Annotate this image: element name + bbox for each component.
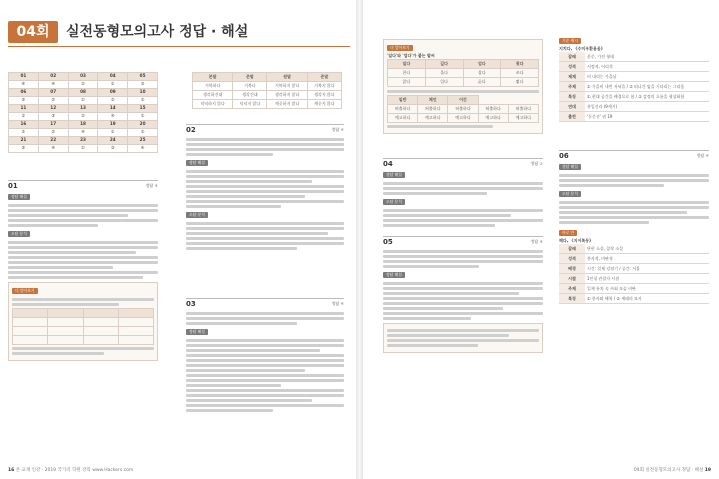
- left-page-number: 16: [8, 468, 15, 473]
- box-title: '일다'와 '업다'가 붙는 말씨: [387, 53, 435, 58]
- side-info: [559, 36, 709, 122]
- question-number: [8, 180, 158, 192]
- answer-grid: [8, 72, 158, 153]
- answer-cell: ③: [9, 97, 39, 105]
- answer-cell: ③: [9, 145, 39, 153]
- table-header-row: [193, 73, 342, 82]
- table-header-cell: 일다: [388, 60, 426, 69]
- answer-cell: ④: [128, 145, 158, 153]
- word-table-section: [192, 72, 342, 109]
- question-number-cell: 05: [128, 73, 158, 81]
- answer-cell: ③: [38, 113, 68, 121]
- answer-row: [9, 97, 158, 105]
- question-number-cell: 15: [128, 105, 158, 113]
- question-number: [559, 150, 709, 162]
- answer-cell: ③: [128, 81, 158, 89]
- side-key: 연대: [559, 102, 585, 112]
- question-01: [8, 180, 158, 364]
- question-number-text: 06: [559, 152, 569, 160]
- answer-cell: ④: [68, 129, 98, 137]
- table-cell: 허출하다: [418, 105, 448, 114]
- table-cell: 생각하지 않다: [267, 91, 307, 100]
- answer-cell: ①: [128, 113, 158, 121]
- commentary-tag: 정답 해설: [186, 160, 208, 166]
- question-number-cell: 22: [38, 137, 68, 145]
- side-value: 운문, 가전 형태: [585, 52, 709, 62]
- table-header-cell: 준말: [233, 73, 267, 82]
- side-row: [559, 284, 709, 294]
- side-row: [559, 294, 709, 304]
- answer-cell: ①: [68, 145, 98, 153]
- answer-cell: ④: [38, 81, 68, 89]
- table-cell: 거북지 않다: [307, 82, 341, 91]
- word-table: [192, 72, 342, 109]
- question-04: [383, 158, 543, 229]
- answer-label: 정답 ④: [145, 183, 158, 188]
- side-value: '동문선' 권 19: [585, 112, 709, 122]
- commentary-tag: 정답 해설: [186, 329, 208, 335]
- side-row: [559, 112, 709, 122]
- table-header-row: [388, 96, 539, 105]
- side-row: [559, 92, 709, 102]
- side-value: 통일신라 (9세기): [585, 102, 709, 112]
- question-02: [186, 124, 344, 252]
- answer-table: [8, 72, 158, 153]
- side-key: 갈래: [559, 52, 585, 62]
- table-cell: 허출하다: [508, 105, 538, 114]
- answer-cell: ④: [9, 81, 39, 89]
- question-number-cell: 02: [38, 73, 68, 81]
- question-number-text: 03: [186, 300, 196, 308]
- right-page: [363, 0, 719, 479]
- table-cell: 울다: [425, 69, 463, 78]
- table-cell: 넉넉하지 않다: [193, 100, 233, 109]
- table-header-cell: 일반: [388, 96, 418, 105]
- table-header-cell: 업다: [463, 60, 501, 69]
- table-row: [388, 69, 539, 78]
- table-header-cell: 원말: [267, 73, 307, 82]
- answer-cell: ②: [128, 97, 158, 105]
- question-number-text: 02: [186, 126, 196, 134]
- table-cell: 거북하다: [193, 82, 233, 91]
- question-number-cell: 14: [98, 105, 128, 113]
- side-key: 시점: [559, 274, 585, 284]
- table-header-row: [388, 60, 539, 69]
- more-info-box: [8, 282, 158, 361]
- episode-badge: 04회: [8, 21, 58, 43]
- side-key: 제재: [559, 72, 585, 82]
- question-number: [186, 298, 344, 310]
- side-row: [559, 244, 709, 254]
- answer-label: 정답 ④: [696, 153, 709, 158]
- table-cell: 생각하건대: [193, 91, 233, 100]
- question-number-cell: 08: [68, 89, 98, 97]
- side-row: [559, 82, 709, 92]
- side-key: 특징: [559, 92, 585, 102]
- side-value: 비 내리는 가을날: [585, 72, 709, 82]
- question-number-cell: 18: [68, 121, 98, 129]
- question-number-cell: 06: [9, 89, 39, 97]
- wrong-analysis-tag: 오답 분석: [8, 231, 30, 237]
- commentary-tag: 정답 해설: [383, 272, 405, 278]
- answer-row: [9, 113, 158, 121]
- wrong-analysis-tag: 오답 분석: [383, 199, 405, 205]
- answer-label: 정답 ①: [530, 161, 543, 166]
- question-06: [559, 150, 709, 304]
- question-05: [383, 236, 543, 356]
- book-gutter: [356, 0, 363, 479]
- table-row: [388, 105, 539, 114]
- side-value: 시간: 일제 강점기 / 공간: 서울: [585, 264, 709, 274]
- question-number-cell: 20: [128, 121, 158, 129]
- answer-cell: ①: [9, 113, 39, 121]
- question-03: [186, 298, 344, 414]
- table-cell: 찢다: [501, 78, 539, 87]
- answer-row: [9, 145, 158, 153]
- side-key: 주제: [559, 82, 585, 92]
- left-footer-text: 본 교재 인강 · 2019 국가직 학원 강의 www.Hackers.com: [15, 468, 134, 473]
- side-value: ① 풍자와 해학 / ② 세태의 묘사: [585, 294, 709, 304]
- table-cell: 거북하지 않다: [267, 82, 307, 91]
- table-cell: 예고하다: [448, 114, 478, 123]
- table-header-cell: 깊다: [425, 60, 463, 69]
- right-form-table: [387, 95, 539, 123]
- answer-cell: ④: [98, 113, 128, 121]
- side-info-subtitle: 지치다, 《수미우환용음》: [559, 46, 605, 51]
- answer-row: [9, 81, 158, 89]
- side-value: ① 가을비 내린 저녁을 / ② 떠나간 임을 기다리는 그리움: [585, 82, 709, 92]
- answer-number-row: [9, 121, 158, 129]
- side-value: 풍자적, 비판적: [585, 254, 709, 264]
- answer-number-row: [9, 89, 158, 97]
- side-row: [559, 72, 709, 82]
- more-info-tag: 더 알아보기: [12, 288, 38, 294]
- question-number: [383, 236, 543, 248]
- right-footer-text: 04회 실전동형모의고사 정답 · 해설: [633, 468, 704, 473]
- header-rule: [8, 46, 350, 47]
- table-cell: 거북다: [233, 82, 267, 91]
- question-number-text: 01: [8, 182, 18, 190]
- commentary-tag: 정답 해설: [559, 164, 581, 170]
- answer-cell: ①: [98, 81, 128, 89]
- answer-cell: ①: [68, 97, 98, 105]
- table-cell: 끓다: [463, 78, 501, 87]
- table-cell: 허출하다: [388, 105, 418, 114]
- table-cell: 허출하다: [478, 105, 508, 114]
- table-cell: 깨끗하지 않다: [267, 100, 307, 109]
- side-row: [559, 274, 709, 284]
- table-header-cell: 준말: [307, 73, 341, 82]
- answer-label: 정답 ④: [530, 239, 543, 244]
- answer-cell: ③: [98, 145, 128, 153]
- table-cell: 허출하다: [448, 105, 478, 114]
- table-cell: 넉넉지 않다: [233, 100, 267, 109]
- side-value: 일제 통치 속 사회 모습 비판: [585, 284, 709, 294]
- question-number-cell: 24: [98, 137, 128, 145]
- table-header-cell: 체언: [418, 96, 448, 105]
- table-cell: 생각지 않다: [307, 91, 341, 100]
- question-number-cell: 01: [9, 73, 39, 81]
- wrong-analysis-tag: 오답 분석: [559, 191, 581, 197]
- side-key: 특징: [559, 294, 585, 304]
- answer-cell: ②: [68, 81, 98, 89]
- answer-label: 정답 ④: [331, 301, 344, 306]
- answer-number-row: [9, 73, 158, 81]
- question-number-cell: 13: [68, 105, 98, 113]
- left-footer: [8, 467, 133, 473]
- question-number-cell: 12: [38, 105, 68, 113]
- question-number-cell: 03: [68, 73, 98, 81]
- side-key: 배경: [559, 264, 585, 274]
- question-number-cell: 21: [9, 137, 39, 145]
- summary-box: [383, 323, 543, 353]
- side-info-2-subtitle: 해다, 《지어록동》: [559, 238, 594, 243]
- answer-cell: ②: [38, 129, 68, 137]
- left-page: [0, 0, 356, 479]
- question-number: [186, 124, 344, 136]
- right-top-box: [383, 36, 543, 137]
- question-number-cell: 16: [9, 121, 39, 129]
- table-cell: 쓰다: [501, 69, 539, 78]
- table-row: [193, 82, 342, 91]
- more-info-tag: 더 알아보기: [387, 45, 413, 51]
- answer-cell: ②: [38, 97, 68, 105]
- wrong-analysis-tag: 오답 분석: [186, 212, 208, 218]
- side-value: 1인칭 관찰자 시점: [585, 274, 709, 284]
- side-key: 성격: [559, 254, 585, 264]
- table-cell: 깨끗지 않다: [307, 100, 341, 109]
- mini-table: [12, 308, 154, 345]
- question-number-cell: 17: [38, 121, 68, 129]
- question-number-cell: 11: [9, 105, 39, 113]
- answer-cell: ②: [68, 113, 98, 121]
- answer-cell: ②: [9, 129, 39, 137]
- answer-number-row: [9, 137, 158, 145]
- table-cell: 한다: [388, 69, 426, 78]
- side-value: 단편 소설, 창작 소설: [585, 244, 709, 254]
- answer-cell: ①: [98, 129, 128, 137]
- side-value: ① 현대 공간을 배경으로 함 / ② 감정의 흐름을 형상화함: [585, 92, 709, 102]
- question-number-cell: 09: [98, 89, 128, 97]
- table-row: [388, 114, 539, 123]
- table-cell: 생각건대: [233, 91, 267, 100]
- question-number-cell: 10: [128, 89, 158, 97]
- table-cell: 예고하다: [388, 114, 418, 123]
- side-key: 출전: [559, 112, 585, 122]
- table-cell: 예고하다: [418, 114, 448, 123]
- side-row: [559, 52, 709, 62]
- info-box: [383, 39, 543, 134]
- side-key: 성격: [559, 62, 585, 72]
- table-row: [193, 91, 342, 100]
- question-number-text: 05: [383, 238, 393, 246]
- table-row: [388, 78, 539, 87]
- question-number: [383, 158, 543, 170]
- side-info-tag: 기준 제시: [559, 38, 581, 44]
- side-key: 주제: [559, 284, 585, 294]
- page-header: [0, 18, 356, 46]
- side-info-2-tag: 바로 안: [559, 230, 577, 236]
- answer-label: 정답 ④: [331, 127, 344, 132]
- table-cell: 입다: [425, 78, 463, 87]
- answer-number-row: [9, 105, 158, 113]
- table-header-cell: 젖다: [501, 60, 539, 69]
- side-info-2-table: [559, 244, 709, 304]
- answer-cell: ④: [38, 145, 68, 153]
- page-title: 실전동형모의고사 정답 · 해설: [66, 24, 249, 40]
- side-row: [559, 254, 709, 264]
- table-cell: 앓다: [388, 78, 426, 87]
- commentary-tag: 정답 해설: [8, 194, 30, 200]
- side-value: 서정적, 어리석: [585, 62, 709, 72]
- question-number-cell: 19: [98, 121, 128, 129]
- answer-cell: ②: [98, 97, 128, 105]
- table-cell: 예고하다: [478, 114, 508, 123]
- side-row: [559, 264, 709, 274]
- side-info-table: [559, 52, 709, 122]
- commentary-tag: 정답 해설: [383, 172, 405, 178]
- answer-cell: ②: [128, 129, 158, 137]
- side-key: 갈래: [559, 244, 585, 254]
- question-number-text: 04: [383, 160, 393, 168]
- answer-row: [9, 129, 158, 137]
- table-header-cell: 어간: [448, 96, 478, 105]
- table-cell: 잡다: [463, 69, 501, 78]
- right-word-table: [387, 59, 539, 87]
- side-row: [559, 62, 709, 72]
- question-number-cell: 04: [98, 73, 128, 81]
- question-number-cell: 07: [38, 89, 68, 97]
- question-number-cell: 25: [128, 137, 158, 145]
- right-page-number: 19: [704, 468, 711, 473]
- question-number-cell: 23: [68, 137, 98, 145]
- side-row: [559, 102, 709, 112]
- right-footer: [634, 467, 711, 473]
- table-cell: 예고하다: [508, 114, 538, 123]
- table-header-cell: 본말: [193, 73, 233, 82]
- table-row: [193, 100, 342, 109]
